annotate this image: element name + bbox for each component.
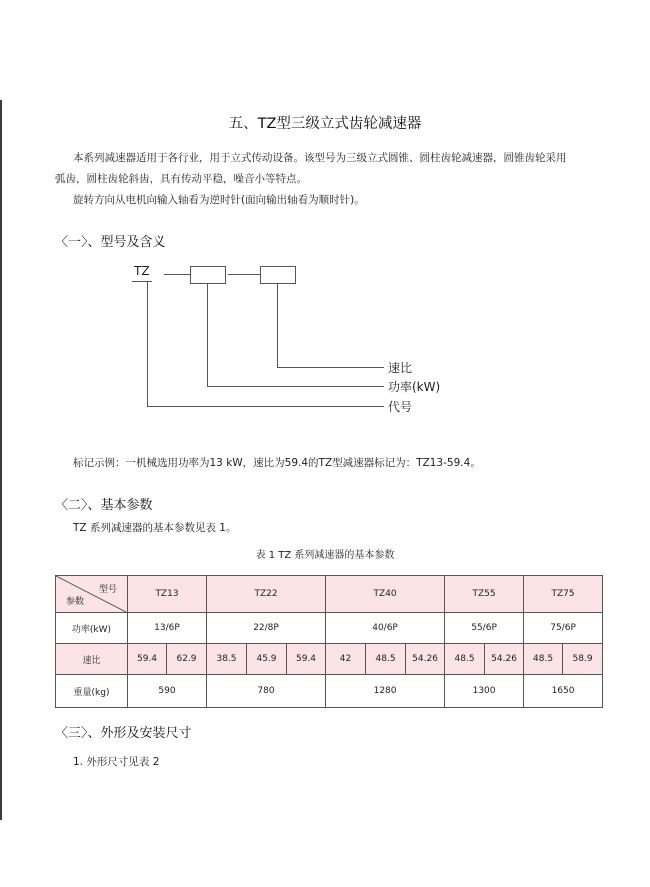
code-leader-v (147, 282, 148, 406)
power-box (190, 266, 226, 284)
weight-cell: 780 (207, 675, 326, 708)
model-cell: TZ40 (326, 576, 445, 613)
table-weight-row (56, 675, 603, 708)
params-table (55, 575, 603, 708)
table-power-row (56, 613, 603, 644)
weight-cell: 590 (128, 675, 207, 708)
params-note: TZ 系列减速器的基本参数见表 1。 (73, 522, 237, 534)
row-label-ratio: 速比 (56, 644, 128, 675)
corner-model-label: 型号 (98, 585, 117, 595)
intro-line-2: 弧齿，圆柱齿轮斜齿，具有传动平稳，噪音小等特点。 (55, 173, 307, 185)
ratio-cell: 58.9 (563, 644, 603, 675)
ratio-cell: 42 (326, 644, 366, 675)
model-cell: TZ55 (445, 576, 524, 613)
ratio-leader-v (277, 283, 278, 367)
ratio-cell: 59.4 (287, 644, 326, 675)
dash-2 (228, 274, 260, 275)
ratio-cell: 59.4 (128, 644, 167, 675)
label-power: 功率(kW) (388, 380, 441, 394)
power-cell: 13/6P (128, 613, 207, 644)
dash-1 (164, 274, 190, 275)
code-leader-h (147, 406, 384, 407)
model-cell: TZ75 (524, 576, 603, 613)
ratio-cell: 62.9 (167, 644, 207, 675)
dimensions-item-1: 1. 外形尺寸见表 2 (73, 756, 160, 768)
intro-line-3: 旋转方向从电机向输入轴看为逆时针(面向输出轴看为顺时针)。 (73, 194, 365, 206)
row-label-weight: 重量(kg) (56, 675, 128, 708)
page-title: 五、TZ型三级立式齿轮减速器 (228, 116, 422, 132)
model-cell: TZ22 (207, 576, 326, 613)
corner-param-label: 参数 (66, 597, 85, 607)
ratio-leader-h (277, 367, 384, 368)
page-edge (0, 100, 2, 820)
row-label-power: 功率(kW) (56, 613, 128, 644)
ratio-cell: 54.26 (485, 644, 524, 675)
label-code: 代号 (388, 400, 413, 414)
weight-cell: 1280 (326, 675, 445, 708)
ratio-cell: 48.5 (366, 644, 406, 675)
prefix-underline (132, 281, 152, 282)
power-cell: 22/8P (207, 613, 326, 644)
power-leader-v (207, 283, 208, 386)
weight-cell: 1300 (445, 675, 524, 708)
power-cell: 55/6P (445, 613, 524, 644)
ratio-cell: 54.26 (406, 644, 445, 675)
model-cell: TZ13 (128, 576, 207, 613)
section-heading-dimensions: 〈三〉、外形及安装尺寸 (55, 726, 192, 741)
ratio-box (260, 266, 296, 284)
table-header-row (56, 576, 603, 613)
ratio-cell: 45.9 (247, 644, 287, 675)
power-cell: 40/6P (326, 613, 445, 644)
weight-cell: 1650 (524, 675, 603, 708)
diagram-prefix: TZ (134, 264, 150, 278)
section-heading-params: 〈二〉、基本参数 (55, 498, 153, 513)
ratio-cell: 38.5 (207, 644, 247, 675)
power-cell: 75/6P (524, 613, 603, 644)
section-heading-model: 〈一〉、型号及含义 (55, 235, 166, 250)
table-caption: 表 1 TZ 系列减速器的基本参数 (255, 550, 395, 561)
intro-line-1: 本系列减速器适用于各行业，用于立式传动设备。该型号为三级立式圆锥、圆柱齿轮减速器，圆锥齿轮采用 (73, 152, 567, 164)
ratio-cell: 48.5 (445, 644, 485, 675)
label-ratio: 速比 (388, 361, 413, 375)
power-leader-h (207, 386, 384, 387)
marking-example: 标记示例：一机械选用功率为13 kW，速比为59.4的TZ型减速器标记为：TZ13-59.4。 (73, 457, 481, 469)
ratio-cell: 48.5 (524, 644, 563, 675)
table-corner-cell (56, 576, 128, 613)
table-ratio-row (56, 644, 603, 675)
